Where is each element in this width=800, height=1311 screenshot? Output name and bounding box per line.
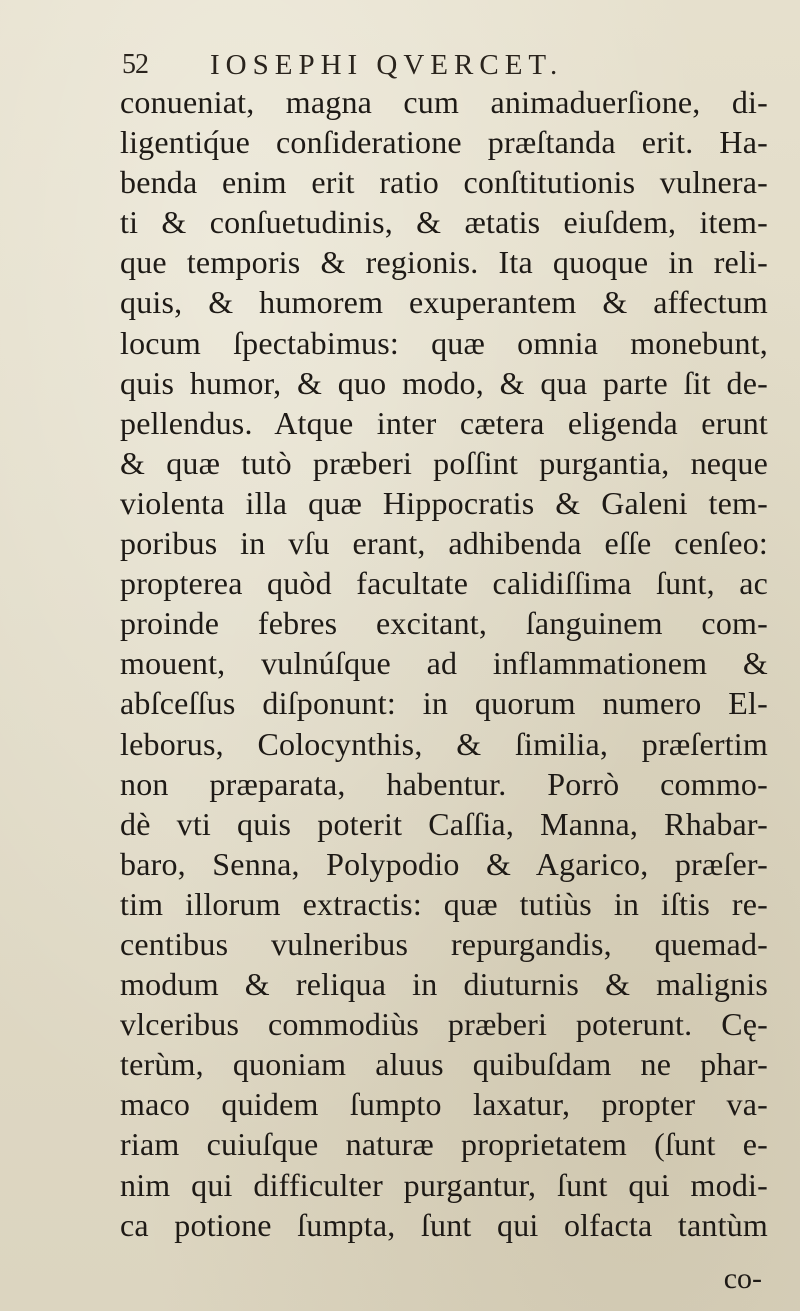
text-line: benda enim erit ratio conſtitutionis vulnera- [120,164,768,201]
page-number: 52 [122,49,148,80]
text-line: terùm, quoniam aluus quibuſdam ne phar- [120,1046,768,1083]
text-line: leborus, Colocynthis, & ſimilia, præſertim [120,725,768,762]
text-line: pellendus. Atque inter cætera eligenda erunt [120,404,768,441]
running-head: IOSEPHI QVERCET. [210,48,564,81]
text-line: quis humor, & quo modo, & qua parte ſit de- [120,364,768,401]
text-line: que temporis & regionis. Ita quoque in reli- [120,244,768,281]
text-line: centibus vulneribus repurgandis, quemad- [120,925,768,962]
text-line: conueniat, magna cum animaduerſione, di- [120,84,768,120]
text-line: proinde febres excitant, ſanguinem com- [120,605,768,642]
text-line: non præparata, habentur. Porrò commo- [120,765,768,802]
text-line: poribus in vſu erant, adhibenda eſſe cenſeo: [120,525,768,562]
text-line: modum & reliqua in diuturnis & malignis [120,966,768,1003]
text-line: tim illorum extractis: quæ tutiùs in iſtis re- [120,885,768,922]
text-line: dè vti quis poterit Caſſia, Manna, Rhabar- [120,805,768,842]
text-line: ligentiq́ue conſideratione præſtanda erit. Ha- [120,124,768,161]
text-line: & quæ tutò præberi poſſint purgantia, neque [120,444,768,481]
text-line: nim qui difficulter purgantur, ſunt qui modi- [120,1166,768,1203]
text-line: vlceribus commodiùs præberi poterunt. Cę- [120,1006,768,1043]
text-line: ti & conſuetudinis, & ætatis eiuſdem, item- [120,204,768,241]
text-line: riam cuiuſque naturæ proprietatem (ſunt e- [120,1126,768,1163]
text-line: quis, & humorem exuperantem & affectum [120,284,768,321]
catchword: co- [723,1262,762,1295]
text-line: maco quidem ſumpto laxatur, propter va- [120,1086,768,1123]
text-line: violenta illa quæ Hippocratis & Galeni tem- [120,484,768,521]
text-line: ca potione ſumpta, ſunt qui olfacta tantùm [120,1206,768,1243]
text-line: propterea quòd facultate calidiſſima ſunt, ac [120,565,768,602]
text-line: abſceſſus diſponunt: in quorum numero El- [120,685,768,722]
text-line: locum ſpectabimus: quæ omnia monebunt, [120,324,768,361]
text-line: mouent, vulnúſque ad inflammationem & [120,645,768,682]
body-text [120,82,768,1245]
text-line: baro, Senna, Polypodio & Agarico, præſer- [120,845,768,882]
